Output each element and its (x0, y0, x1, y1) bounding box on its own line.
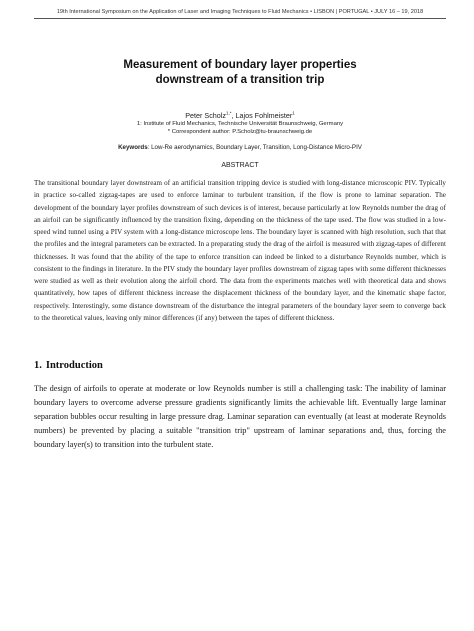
author-name: Lajos Fohlmeister (235, 111, 293, 120)
introduction-paragraph: The design of airfoils to operate at moderate or low Reynolds number is still a challenging task: The inability of laminar boundary layers to overcome adverse pressure gradients significantly limits the achievable lift. Eventually large laminar separation bubbles occur resulting in large pressure drag. Laminar separation can eventually (at least at moderate Reynolds numbers) be prevented by placing a suitable "transition trip" upstream of laminar separations and, thus, forcing the boundary layer(s) to transition into the turbulent state. (34, 384, 446, 449)
running-header: 19th International Symposium on the Application of Laser and Imaging Techniques to Fluid Mechanics • LISBON | PORTUGAL • JULY 16 – 19, 2018 (34, 0, 446, 19)
title-line-2: downstream of a transition trip (155, 73, 325, 86)
correspondence-line: * Correspondent author: P.Scholz@tu-braunschweig.de (167, 129, 313, 135)
author-superscript: 1,* (225, 110, 232, 116)
section-number: 1. (34, 360, 42, 371)
keywords (34, 144, 446, 151)
author-list (34, 111, 446, 120)
author-superscript: 1 (292, 110, 295, 116)
title-line-1: Measurement of boundary layer properties (123, 59, 357, 71)
author-separator: , (231, 111, 236, 120)
paper-title (34, 58, 446, 87)
keywords-text: : Low-Re aerodynamics, Boundary Layer, Transition, Long-Distance Micro-PIV (147, 144, 362, 151)
author-name: Peter Scholz (185, 111, 226, 120)
section-heading (34, 360, 446, 371)
affiliation: 1: Institute of Fluid Mechanics, Technische Universität Braunschweig, Germany (136, 121, 344, 127)
keywords-label: Keywords (118, 144, 148, 151)
abstract-body: The transitional boundary layer downstream of an artificial transition tripping device is studied with long-distance microscopic PIV. Typically in practice so-called zigzag-tapes are used to enforce laminar to turbulent transition, if the flow is prone to laminar separation. The development of the boundary layer profiles downstream of such devices is of interest, because particularly at low Reynolds number the drag of an airfoil can be significantly influenced by the transition fixing, depending on the thickness of the tape used. The flow was studied in a low-speed wind tunnel using a PIV system with a long-distance microscope lens. The boundary layer is scanned with high resolution, such that that the profiles and the integral parameters can be extracted. In a preparating study the drag of the airfoil is measured with zigzag-tapes of different thicknesses. It was found that the ability of the tape to enforce transition can indeed be linked to a disturbance Reynolds number, which is consistent to the findings in literature. In the PIV study the boundary layer profiles downstream of zigzag tapes with some different thicknesses were studied as well as their evolution along the airfoil chord. The data from the experiments matches well with theoretical data and shows quantitatively, how tapes of different thickness increase the displacement thickness of the boundary layer, and the kinematic shape factor, respectively. Interestingly, some distance downstream of the disturbance the integral parameters of the boundary layer seem to converge back to the theoretical values, leaving only minor differences (if any) between the tapes of different thickness. (34, 179, 446, 322)
abstract-heading: ABSTRACT (221, 162, 259, 169)
section-title: Introduction (45, 360, 103, 371)
